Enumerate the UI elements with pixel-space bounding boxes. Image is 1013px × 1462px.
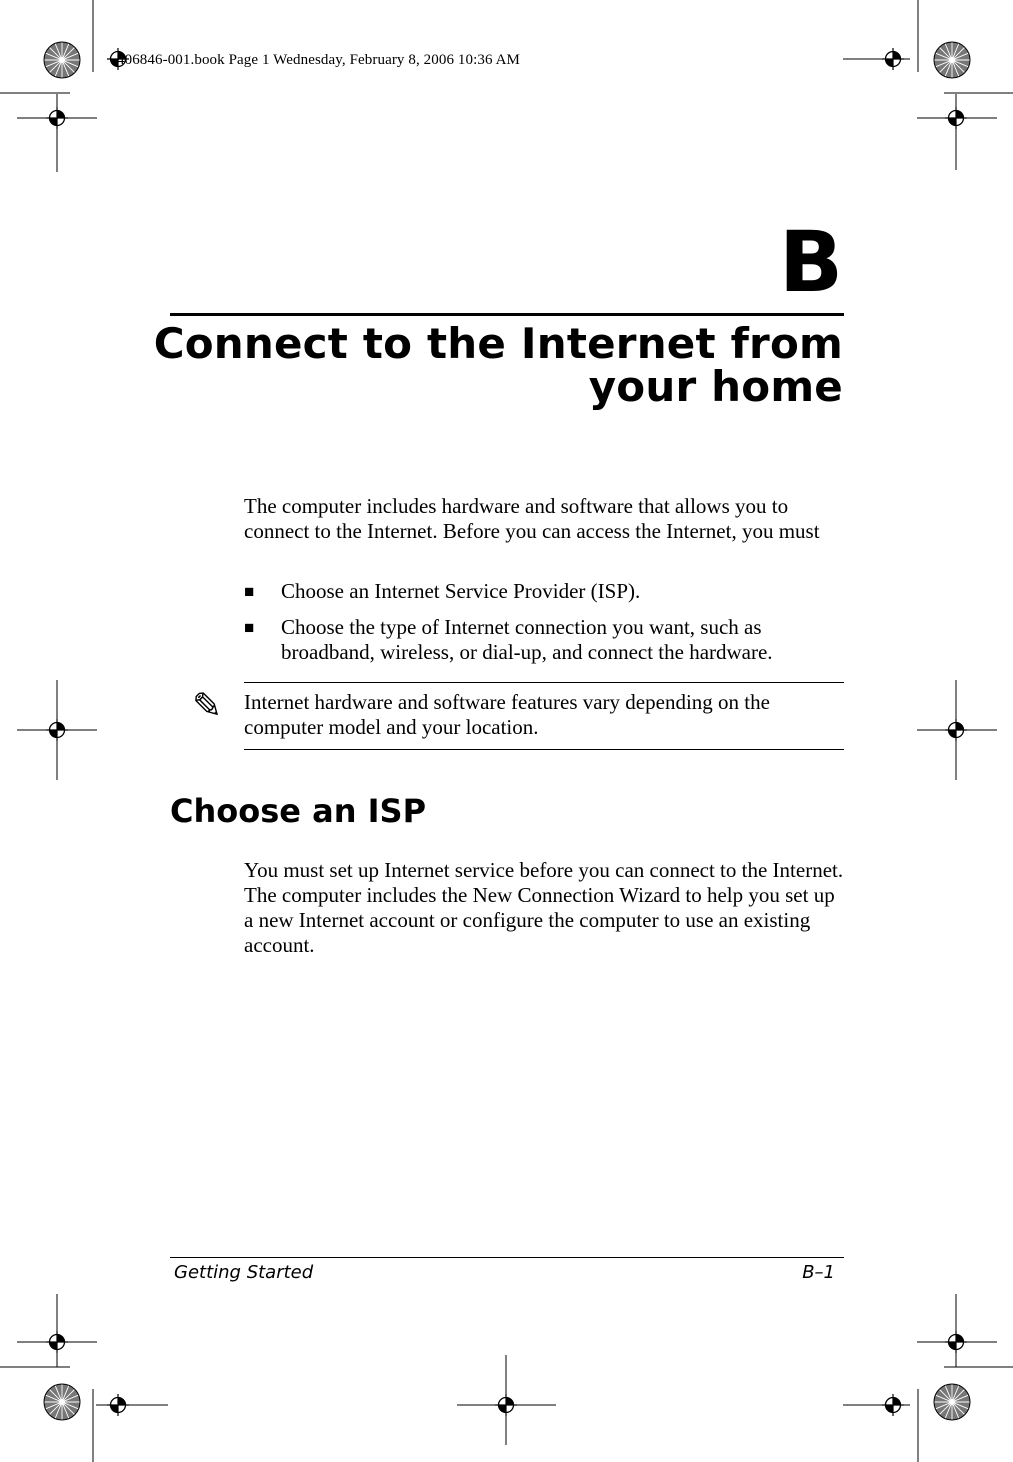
list-item [244,615,844,665]
isp-paragraph: You must set up Internet service before you can connect to the Internet. The computer includes the New Connection Wizard to help you set up a new Internet account or configure the computer to use an existing account. [244,858,844,957]
footer-rule [170,1257,844,1258]
list-item [244,579,844,604]
chapter-title-rule [170,313,844,316]
chapter-letter: B [778,213,843,311]
bullet-marker: ■ [244,618,255,637]
chapter-title-line-2: your home [588,362,843,411]
note-rule-bottom [244,749,844,750]
list-item-text: Choose the type of Internet connection you want, such as broadband, wireless, or dial-up, and connect the hardware. [281,615,773,664]
chapter-title [153,319,843,411]
print-header: 406846-001.book Page 1 Wednesday, February 8, 2006 10:36 AM [117,52,520,68]
chapter-title-line-1: Connect to the Internet from [153,319,843,368]
section-heading: Choose an ISP [170,792,427,830]
footer-page-number: B–1 [802,1262,835,1283]
pencil-note-icon: ✎ [192,686,223,727]
bullet-marker: ■ [244,582,255,601]
note-text: Internet hardware and software features vary depending on the computer model and your location. [244,690,770,739]
note-rule-top [244,682,844,683]
list-item-text: Choose an Internet Service Provider (ISP). [281,579,641,603]
intro-paragraph: The computer includes hardware and software that allows you to connect to the Internet. Before you can access the Internet, you must [244,494,820,543]
footer-book-title: Getting Started [174,1262,314,1283]
